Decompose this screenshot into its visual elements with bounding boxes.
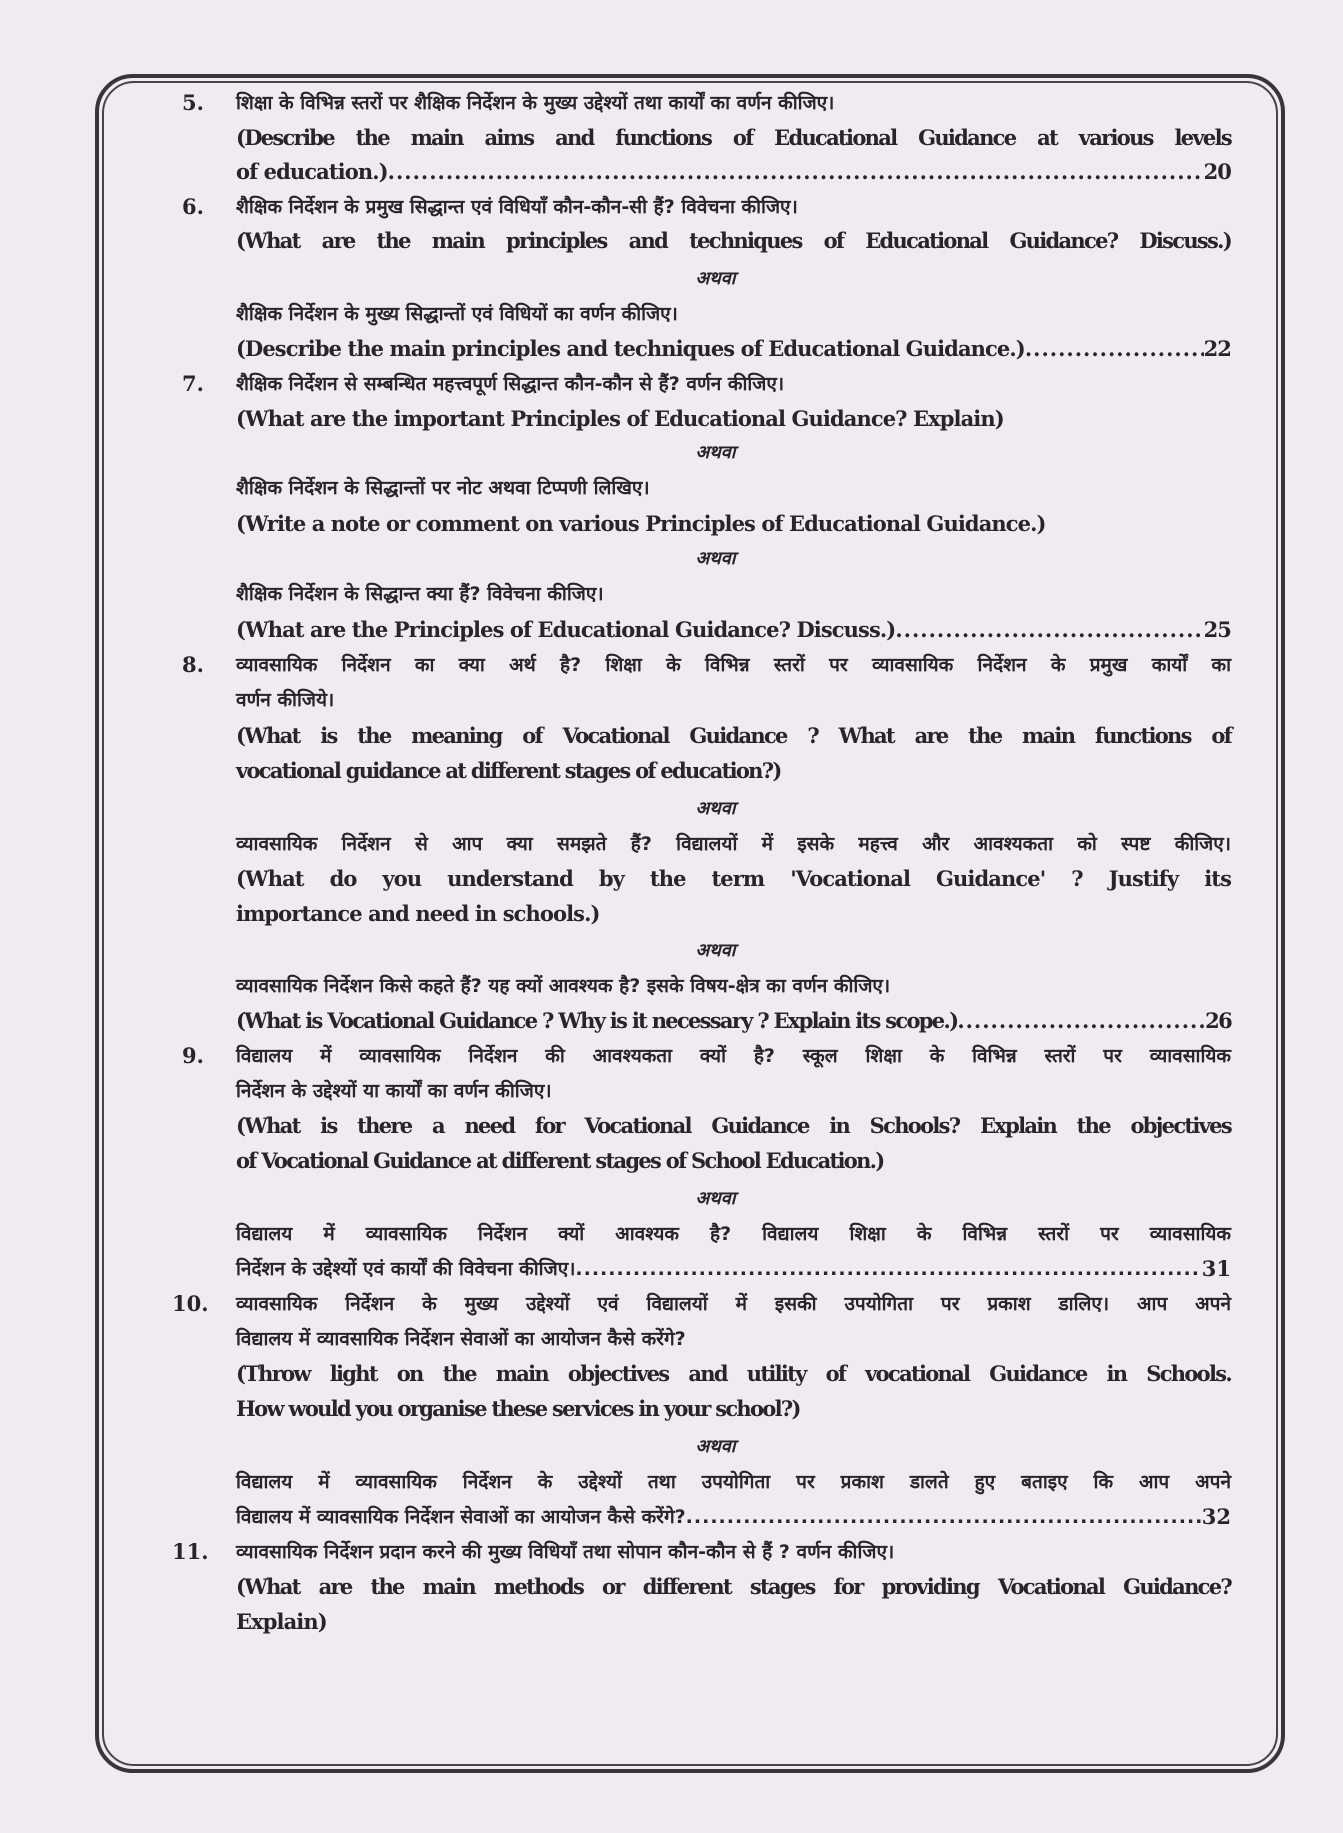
question-english: Explain) <box>236 1609 327 1634</box>
or-separator: अथवा <box>695 268 736 289</box>
or-separator: अथवा <box>695 798 736 819</box>
question-hindi: व्यावसायिक निर्देशन का क्या अर्थ है? शिक्षा के विभिन्न स्तरों पर व्यावसायिक निर्देशन के प्रमुख कार्यों का <box>236 654 1231 676</box>
question-hindi: व्यावसायिक निर्देशन के मुख्य उद्देश्यों एवं विद्यालयों में इसकी उपयोगिता पर प्रकाश डालिए। आप अपने <box>236 1293 1231 1315</box>
alternate-question-hindi: विद्यालय में व्यावसायिक निर्देशन सेवाओं का आयोजन कैसे करेंगे? <box>236 1506 686 1528</box>
alternate-question-hindi: शैक्षिक निर्देशन के सिद्धान्त क्या हैं? विवेचना कीजिए। <box>236 583 604 605</box>
page-number: 25 <box>1203 617 1231 642</box>
question-english: (Throw light on the main objectives and utility of vocational Guidance in Schools. <box>236 1361 1231 1386</box>
question-number: 8. <box>182 652 204 677</box>
or-separator: अथवा <box>695 548 736 569</box>
alternate-question-hindi: विद्यालय में व्यावसायिक निर्देशन क्यों आवश्यक है? विद्यालय शिक्षा के विभिन्न स्तरों पर व्यावसायिक <box>236 1223 1231 1245</box>
question-hindi: व्यावसायिक निर्देशन प्रदान करने की मुख्य विधियाँ तथा सोपान कौन-कौन से हैं ? वर्णन कीजिए। <box>236 1541 895 1563</box>
alternate-question-hindi: शैक्षिक निर्देशन के मुख्य सिद्धान्तों एवं विधियों का वर्णन कीजिए। <box>236 303 678 325</box>
question-hindi: शिक्षा के विभिन्न स्तरों पर शैक्षिक निर्देशन के मुख्य उद्देश्यों तथा कार्यों का वर्णन कीजिए। <box>236 92 835 114</box>
question-english: How would you organise these services in your school?) <box>236 1396 800 1421</box>
leader-dots <box>957 1004 1205 1038</box>
alternate-question-english: (Describe the main principles and techniques of Educational Guidance.) <box>236 336 1025 361</box>
toc-entry[interactable] <box>236 155 1231 189</box>
toc-entry[interactable] <box>236 332 1231 366</box>
question-hindi: निर्देशन के उद्देश्यों या कार्यों का वर्णन कीजिए। <box>236 1080 552 1102</box>
question-hindi: विद्यालय में व्यावसायिक निर्देशन की आवश्यकता क्यों है? स्कूल शिक्षा के विभिन्न स्तरों पर व्यावसायिक <box>236 1045 1231 1067</box>
alternate-question-english: (What is Vocational Guidance ? Why is it necessary ? Explain its scope.) <box>236 1008 958 1033</box>
alternate-question-english: (What do you understand by the term 'Vocational Guidance' ? Justify its <box>236 866 1231 891</box>
question-english: (What are the important Principles of Educational Guidance? Explain) <box>236 406 1004 431</box>
alternate-question-english: (Write a note or comment on various Principles of Educational Guidance.) <box>236 511 1046 536</box>
alternate-question-hindi: निर्देशन के उद्देश्यों एवं कार्यों की विवेचना कीजिए। <box>236 1258 576 1280</box>
question-english: (What is the meaning of Vocational Guidance ? What are the main functions of <box>236 723 1231 748</box>
question-english: of Vocational Guidance at different stages of School Education.) <box>236 1148 884 1173</box>
or-separator: अथवा <box>695 442 736 463</box>
question-hindi: विद्यालय में व्यावसायिक निर्देशन सेवाओं का आयोजन कैसे करेंगे? <box>236 1328 686 1350</box>
question-number: 11. <box>172 1539 209 1564</box>
page-number: 31 <box>1201 1256 1231 1281</box>
question-english: (Describe the main aims and functions of Educational Guidance at various levels <box>236 125 1231 150</box>
leader-dots <box>686 1500 1202 1534</box>
leader-dots <box>1025 332 1204 366</box>
or-separator: अथवा <box>695 1188 736 1209</box>
leader-dots <box>895 613 1203 647</box>
or-separator: अथवा <box>695 1436 736 1457</box>
question-english: (What is there a need for Vocational Guidance in Schools? Explain the objectives <box>236 1113 1231 1138</box>
alternate-question-hindi: व्यावसायिक निर्देशन किसे कहते हैं? यह क्यों आवश्यक है? इसके विषय-क्षेत्र का वर्णन कीजिए। <box>236 975 891 997</box>
question-hindi: वर्णन कीजिये। <box>236 689 335 711</box>
alternate-question-hindi: विद्यालय में व्यावसायिक निर्देशन के उद्देश्यों तथा उपयोगिता पर प्रकाश डालते हुए बताइए कि आप अपने <box>236 1471 1231 1493</box>
question-hindi: शैक्षिक निर्देशन से सम्बन्धित महत्त्वपूर्ण सिद्धान्त कौन-कौन से हैं? वर्णन कीजिए। <box>236 373 785 395</box>
leader-dots <box>575 1252 1201 1286</box>
or-separator: अथवा <box>695 940 736 961</box>
question-number: 9. <box>182 1043 204 1068</box>
page-number: 22 <box>1203 336 1231 361</box>
question-number: 7. <box>182 371 204 396</box>
question-number: 5. <box>182 90 204 115</box>
page-number: 32 <box>1201 1504 1231 1529</box>
toc-entry[interactable] <box>236 1500 1231 1534</box>
page-number: 26 <box>1205 1008 1231 1033</box>
alternate-question-hindi: व्यावसायिक निर्देशन से आप क्या समझते हैं? विद्यालयों में इसके महत्त्व और आवश्यकता को स्पष्ट कीजिए। <box>236 833 1231 855</box>
alternate-question-english: importance and need in schools.) <box>236 901 600 926</box>
alternate-question-hindi: शैक्षिक निर्देशन के सिद्धान्तों पर नोट अथवा टिप्पणी लिखिए। <box>236 477 650 499</box>
question-english: (What are the main methods or different stages for providing Vocational Guidance? <box>236 1574 1231 1599</box>
question-english: (What are the main principles and techniques of Educational Guidance? Discuss.) <box>236 228 1231 253</box>
page-number: 20 <box>1203 159 1231 184</box>
question-english: of education.) <box>236 159 388 184</box>
toc-entry[interactable] <box>236 1004 1231 1038</box>
question-hindi: शैक्षिक निर्देशन के प्रमुख सिद्धान्त एवं विधियाँ कौन-कौन-सी हैं? विवेचना कीजिए। <box>236 196 798 218</box>
leader-dots <box>388 155 1204 189</box>
toc-entry[interactable] <box>236 613 1231 647</box>
question-english: vocational guidance at different stages of education?) <box>236 758 781 783</box>
question-number: 6. <box>182 194 204 219</box>
alternate-question-english: (What are the Principles of Educational Guidance? Discuss.) <box>236 617 896 642</box>
toc-entry[interactable] <box>236 1252 1231 1286</box>
question-number: 10. <box>172 1291 209 1316</box>
